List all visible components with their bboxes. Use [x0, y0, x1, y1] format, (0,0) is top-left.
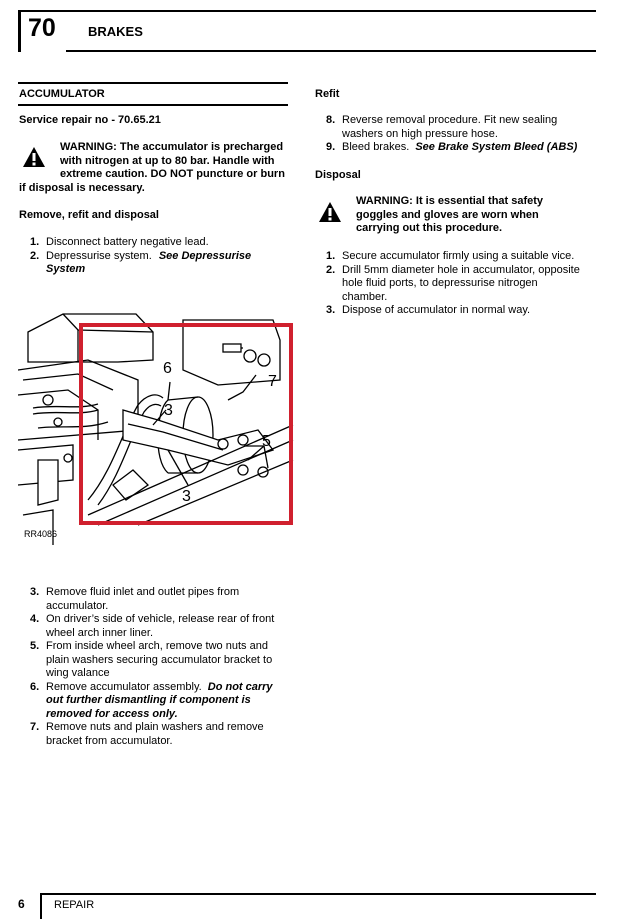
refit-steps — [315, 114, 605, 155]
warning-triangle-icon — [318, 201, 342, 223]
steps-list-b — [19, 586, 289, 748]
list-item: 7. Remove nuts and plain washers and remove bracket from accumulator. — [30, 721, 264, 747]
figure-callout: 7 — [268, 373, 277, 390]
list-item: 1. Secure accumulator firmly using a suitable vice. — [326, 250, 575, 262]
footer-label: REPAIR — [54, 899, 95, 911]
warning-triangle-icon — [22, 146, 46, 168]
list-item: 1. Disconnect battery negative lead. — [30, 236, 209, 248]
figure-callout: 5 — [262, 433, 271, 450]
list-item: 3. Dispose of accumulator in normal way. — [326, 304, 531, 316]
list-item: 4. On driver’s side of vehicle, release rear of front wheel arch inner liner. — [30, 613, 275, 639]
list-item: 5. From inside wheel arch, remove two nuts and plain washers securing accumulator bracket to wing valance — [30, 640, 273, 679]
procedure-subheading: Remove, refit and disposal — [19, 209, 159, 221]
warning-line-4: if disposal is necessary. — [19, 181, 145, 194]
warning-line-1: WARNING: The accumulator is precharged — [60, 141, 284, 153]
figure-callout: 6 — [163, 360, 172, 377]
service-repair-number: Service repair no - 70.65.21 — [19, 114, 161, 126]
steps-list-a — [19, 236, 289, 277]
list-item: 9. Bleed brakes. See Brake System Bleed (ABS) — [326, 141, 578, 153]
figure-callout: 3 — [182, 488, 191, 505]
disposal-steps — [315, 250, 605, 318]
disposal-warning-line-1: WARNING: It is essential that safety — [356, 195, 544, 207]
header-bottom-rule — [66, 50, 596, 52]
list-item: 2. Depressurise system. See Depressurise System — [30, 249, 252, 275]
header-top-rule — [18, 10, 596, 12]
footer-rule — [40, 893, 596, 895]
list-item: 3. Remove fluid inlet and outlet pipes from accumulator. — [30, 586, 240, 612]
left-heading-underline — [18, 104, 288, 106]
warning-line-2: with nitrogen at up to 80 bar. Handle with — [60, 154, 275, 167]
list-item: 6. Remove accumulator assembly. Do not carry out further dismantling if component is removed for access only. — [30, 680, 273, 720]
warning-line-3: extreme caution. DO NOT puncture or burn — [60, 168, 285, 180]
list-item: 8. Reverse removal procedure. Fit new sealing washers on high pressure hose. — [326, 114, 558, 140]
section-title: BRAKES — [88, 24, 143, 39]
accumulator-illustration — [18, 300, 298, 550]
figure-code: RR4086 — [24, 529, 58, 539]
left-heading-rule — [18, 82, 288, 84]
figure-callout: 3 — [164, 402, 173, 419]
header-left-bar — [18, 10, 21, 52]
page-number: 6 — [18, 897, 25, 911]
section-number: 70 — [28, 14, 56, 42]
disposal-warning-line-2: goggles and gloves are worn when — [356, 208, 539, 221]
footer-bar — [40, 893, 42, 919]
disposal-heading: Disposal — [315, 169, 361, 181]
list-item: 2. Drill 5mm diameter hole in accumulator, opposite hole fluid ports, to depressurise nitrogen chamber. — [326, 263, 580, 303]
refit-heading: Refit — [315, 88, 340, 100]
page-heading: ACCUMULATOR — [19, 88, 105, 100]
disposal-warning-line-3: carrying out this procedure. — [356, 222, 503, 234]
